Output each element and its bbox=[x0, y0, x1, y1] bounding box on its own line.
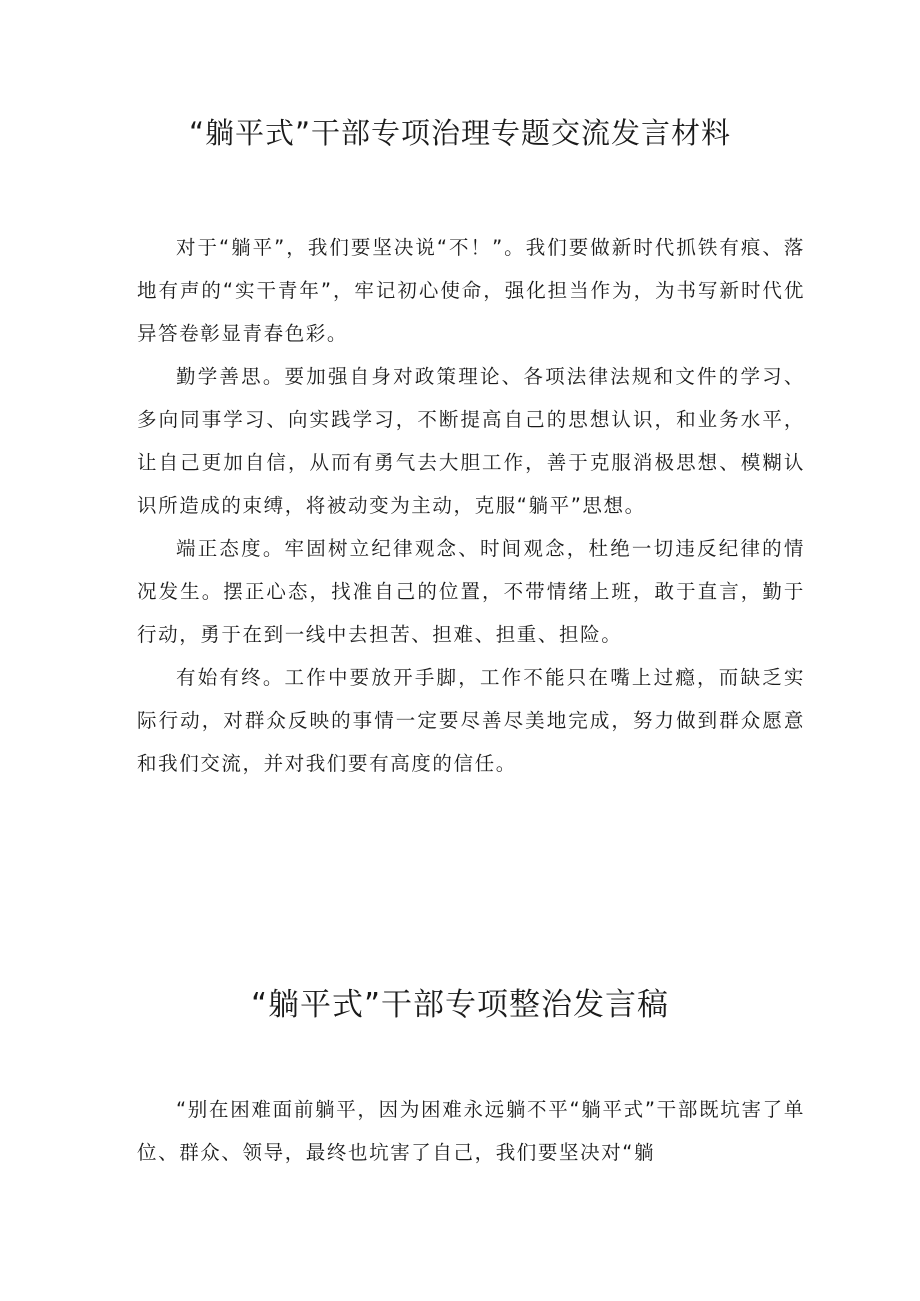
section1-body bbox=[137, 226, 805, 785]
paragraph-attitude: 端正态度。牢固树立纪律观念、时间观念，杜绝一切违反纪律的情况发生。摆正心态，找准自己的位置，不带情绪上班，敢于直言，勤于行动，勇于在到一线中去担苦、担难、担重、担险。 bbox=[137, 537, 805, 646]
paragraph-persistence: 有始有终。工作中要放开手脚，工作不能只在嘴上过瘾，而缺乏实际行动，对群众反映的事情一定要尽善尽美地完成，努力做到群众愿意和我们交流，并对我们要有高度的信任。 bbox=[137, 666, 805, 775]
paragraph-opening: “别在困难面前躺平，因为困难永远躺不平“躺平式”干部既坑害了单位、群众、领导，最终也坑害了自己，我们要坚决对“躺 bbox=[137, 1098, 805, 1164]
section2-body bbox=[137, 1088, 805, 1174]
document-title: “躺平式”干部专项治理专题交流发言材料 bbox=[188, 116, 732, 150]
paragraph-intro: 对于“躺平”，我们要坚决说“不！”。我们要做新时代抓铁有痕、落地有声的“实干青年”，牢记初心使命，强化担当作为，为书写新时代优异答卷彰显青春色彩。 bbox=[137, 236, 805, 345]
paragraph-study: 勤学善思。要加强自身对政策理论、各项法律法规和文件的学习、多向同事学习、向实践学习，不断提高自己的思想认识，和业务水平，让自己更加自信，从而有勇气去大胆工作，善于克服消极思想、模糊认识所造成的束缚，将被动变为主动，克服“躺平”思想。 bbox=[137, 365, 805, 517]
section2-title: “躺平式”干部专项整治发言稿 bbox=[250, 987, 670, 1023]
